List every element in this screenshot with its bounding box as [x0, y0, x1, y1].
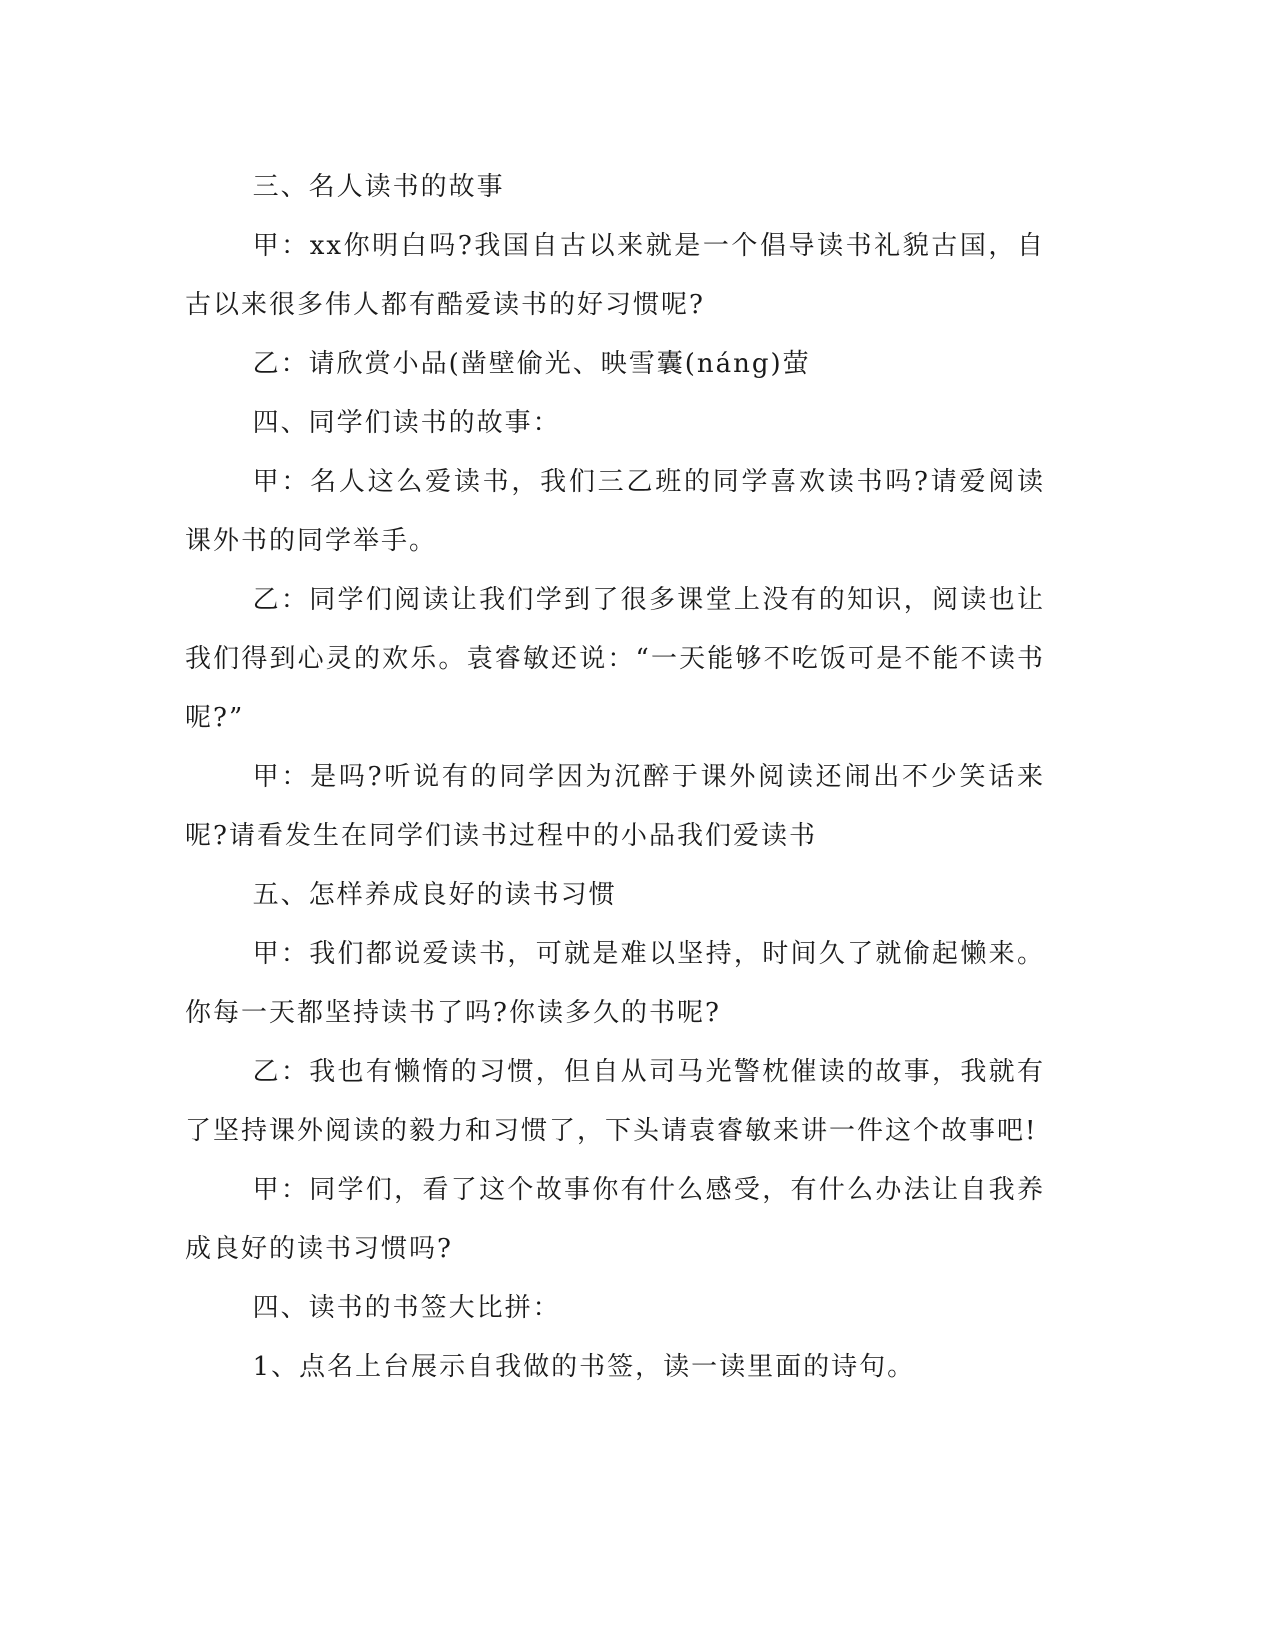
dialogue-paragraph: 甲：是吗?听说有的同学因为沉醉于课外阅读还闹出不少笑话来呢?请看发生在同学们读书过程中的小品我们爱读书 [185, 762, 1045, 851]
dialogue-paragraph: 乙：我也有懒惰的习惯，但自从司马光警枕催读的故事，我就有了坚持课外阅读的毅力和习惯了，下头请袁睿敏来讲一件这个故事吧! [185, 1057, 1045, 1146]
dialogue-paragraph: 乙：请欣赏小品(凿壁偷光、映雪囊(náng)萤 [252, 349, 811, 379]
section-heading-reading-habits: 五、怎样养成良好的读书习惯 [252, 880, 617, 910]
section-heading-celebrity-stories: 三、名人读书的故事 [252, 172, 505, 202]
list-item: 1、点名上台展示自我做的书签，读一读里面的诗句。 [252, 1352, 916, 1382]
dialogue-paragraph: 甲：xx你明白吗?我国自古以来就是一个倡导读书礼貌古国，自古以来很多伟人都有酷爱读书的好习惯呢? [185, 231, 1045, 320]
dialogue-paragraph: 甲：同学们，看了这个故事你有什么感受，有什么办法让自我养成良好的读书习惯吗? [185, 1175, 1045, 1264]
dialogue-paragraph: 甲：名人这么爱读书，我们三乙班的同学喜欢读书吗?请爱阅读课外书的同学举手。 [185, 467, 1045, 556]
dialogue-paragraph: 乙：同学们阅读让我们学到了很多课堂上没有的知识，阅读也让我们得到心灵的欢乐。袁睿敏还说：“一天能够不吃饭可是不能不读书呢?” [185, 585, 1045, 733]
section-heading-classmates-stories: 四、同学们读书的故事： [252, 408, 561, 438]
section-heading-bookmark-contest: 四、读书的书签大比拼： [252, 1293, 561, 1323]
document-body [185, 158, 1045, 1397]
dialogue-paragraph: 甲：我们都说爱读书，可就是难以坚持，时间久了就偷起懒来。你每一天都坚持读书了吗?你读多久的书呢? [185, 939, 1045, 1028]
